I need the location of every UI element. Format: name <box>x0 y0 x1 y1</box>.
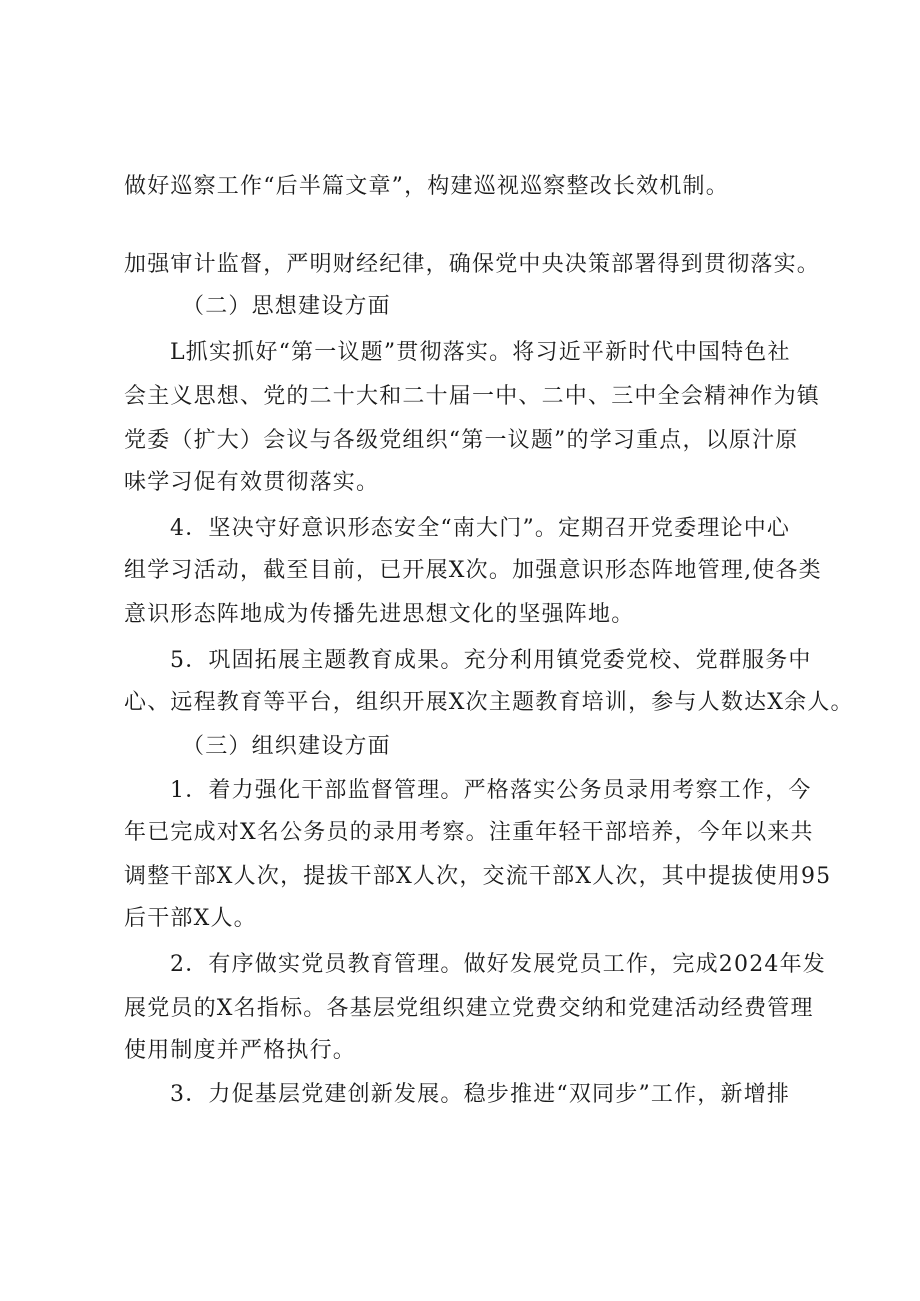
text-line: 会主义思想、党的二十大和二十届一中、二中、三中全会精神作为镇 <box>124 384 821 409</box>
text-line: 1．着力强化干部监督管理。严格落实公务员录用考察工作，今 <box>170 778 812 803</box>
text-line: 4．坚决守好意识形态安全“南大门”。定期召开党委理论中心 <box>170 516 791 541</box>
section-heading: （三）组织建设方面 <box>182 734 391 759</box>
text-line: 做好巡察工作“后半篇文章”，构建巡视巡察整改长效机制。 <box>124 174 729 199</box>
text-line: 心、远程教育等平台，组织开展X次主题教育培训，参与人数达X余人。 <box>124 690 854 715</box>
text-line: 党委（扩大）会议与各级党组织“第一议题”的学习重点，以原汁原 <box>124 428 799 453</box>
text-line: 3．力促基层党建创新发展。稳步推进“双同步”工作，新增排 <box>170 1082 791 1107</box>
text-line: 组学习活动，截至目前，已开展X次。加强意识形态阵地管理,使各类 <box>124 558 822 583</box>
text-line: 调整干部X人次，提拔干部X人次，交流干部X人次，其中提拔使用95 <box>124 864 832 889</box>
text-line: 年已完成对X名公务员的录用考察。注重年轻干部培养，今年以来共 <box>124 820 814 845</box>
text-line: 展党员的X名指标。各基层党组织建立党费交纳和党建活动经费管理 <box>124 996 814 1021</box>
section-heading: （二）思想建设方面 <box>182 294 391 319</box>
text-line: 后干部X人。 <box>124 906 257 931</box>
text-line: 加强审计监督，严明财经纪律，确保党中央决策部署得到贯彻落实。 <box>124 252 821 277</box>
text-line: 意识形态阵地成为传播先进思想文化的坚强阵地。 <box>124 602 635 627</box>
text-line: 味学习促有效贯彻落实。 <box>124 470 380 495</box>
text-line: 使用制度并严格执行。 <box>124 1038 357 1063</box>
text-line: 2．有序做实党员教育管理。做好发展党员工作，完成2024年发 <box>170 952 826 977</box>
text-line: L抓实抓好“第一议题”贯彻落实。将习近平新时代中国特色社 <box>170 340 791 365</box>
text-line: 5．巩固拓展主题教育成果。充分利用镇党委党校、党群服务中 <box>170 648 812 673</box>
